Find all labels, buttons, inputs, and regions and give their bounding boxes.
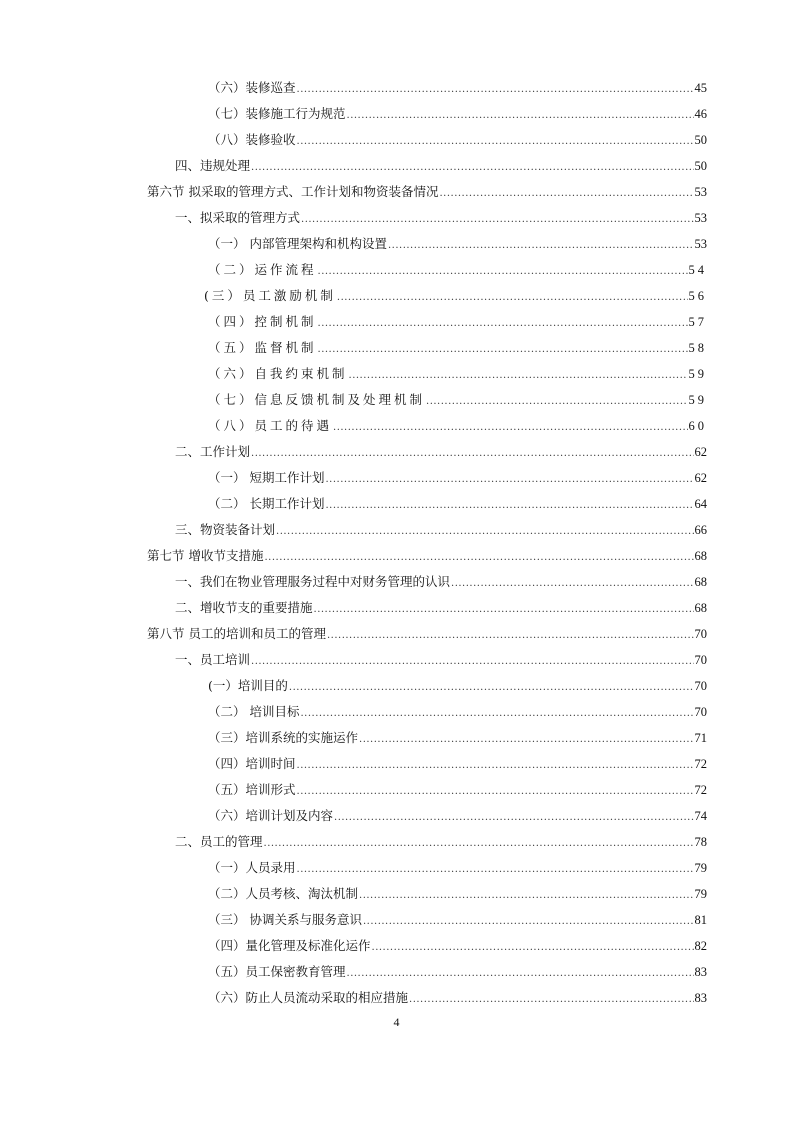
toc-entry[interactable] [208, 391, 707, 409]
toc-entry-title: （二） 培训目标 [208, 704, 300, 719]
toc-entry[interactable] [175, 573, 707, 591]
toc-entry-title: （六）防止人员流动采取的相应措施 [208, 990, 409, 1005]
dot-leader [334, 809, 693, 827]
toc-entry[interactable] [208, 677, 707, 695]
toc-entry-page: 57 [688, 315, 707, 329]
toc-entry-title: （六）培训计划及内容 [208, 808, 334, 823]
toc-entry-title: (一）培训目的 [208, 678, 288, 693]
toc-entry[interactable] [204, 287, 707, 305]
dot-leader [347, 965, 694, 983]
dot-leader [297, 757, 694, 775]
toc-entry[interactable] [208, 885, 707, 903]
toc-entry-title: 二、员工的管理 [175, 834, 263, 849]
dot-leader [318, 341, 688, 359]
toc-entry-title: （八）装修验收 [208, 132, 296, 147]
dot-leader [300, 705, 693, 723]
toc-entry[interactable] [175, 599, 707, 617]
toc-entry-title: （一） 短期工作计划 [208, 470, 325, 485]
toc-entry-title: 一、拟采取的管理方式 [175, 210, 301, 225]
toc-entry-title: （二）人员考核、淘汰机制 [208, 886, 359, 901]
toc-entry-title: （三）培训系统的实施运作 [208, 730, 359, 745]
dot-leader [276, 523, 693, 541]
toc-entry-page: 59 [688, 367, 707, 381]
toc-entry-page: 82 [694, 939, 707, 953]
toc-entry-title: （五）培训形式 [208, 782, 296, 797]
dot-leader [451, 575, 693, 593]
dot-leader [409, 991, 693, 1009]
toc-entry[interactable] [175, 833, 707, 851]
toc-entry-page: 56 [688, 289, 707, 303]
dot-leader [301, 211, 693, 229]
toc-entry-title: 第七节 增收节支措施 [147, 548, 264, 563]
toc-entry-page: 58 [688, 341, 707, 355]
toc-entry-title: 三、物资装备计划 [175, 522, 276, 537]
dot-leader [264, 835, 694, 853]
toc-entry-page: 53 [694, 211, 707, 225]
toc-entry[interactable] [208, 859, 707, 877]
toc-entry[interactable] [208, 417, 707, 435]
toc-entry-page: 62 [694, 471, 707, 485]
toc-entry-page: 72 [694, 783, 707, 797]
toc-entry-page: 60 [688, 419, 707, 433]
toc-entry[interactable] [175, 443, 707, 461]
dot-leader [426, 393, 687, 411]
toc-entry[interactable] [208, 469, 707, 487]
dot-leader [251, 445, 693, 463]
toc-entry-page: 79 [694, 861, 707, 875]
dot-leader [349, 367, 688, 385]
dot-leader [347, 107, 694, 125]
toc-entry[interactable] [147, 183, 707, 201]
dot-leader [325, 471, 693, 489]
toc-entry-title: （五）监督机制 [208, 340, 317, 355]
toc-entry[interactable] [208, 755, 707, 773]
toc-entry-title: （一） 内部管理架构和机构设置 [208, 236, 387, 251]
dot-leader [251, 159, 693, 177]
toc-entry-title: （七）信息反馈机制及处理机制 [208, 392, 426, 407]
toc-entry-title: 一、我们在物业管理服务过程中对财务管理的认识 [175, 574, 451, 589]
toc-entry-page: 79 [694, 887, 707, 901]
toc-entry-page: 71 [694, 731, 707, 745]
dot-leader [325, 497, 693, 515]
toc-entry-page: 46 [694, 107, 707, 121]
toc-entry[interactable] [208, 937, 707, 955]
toc-entry-page: 68 [694, 575, 707, 589]
dot-leader [264, 549, 693, 567]
toc-entry-title: 第六节 拟采取的管理方式、工作计划和物资装备情况 [147, 184, 439, 199]
toc-entry-page: 45 [694, 81, 707, 95]
toc-entry[interactable] [175, 157, 707, 175]
toc-entry[interactable] [175, 209, 707, 227]
dot-leader [359, 731, 693, 749]
dot-leader [251, 653, 693, 671]
dot-leader [363, 913, 694, 931]
toc-entry-page: 70 [694, 705, 707, 719]
toc-entry-page: 78 [694, 835, 707, 849]
toc-entry[interactable] [208, 911, 707, 929]
toc-entry[interactable] [208, 703, 707, 721]
toc-entry-page: 72 [694, 757, 707, 771]
toc-entry-page: 70 [694, 653, 707, 667]
dot-leader [327, 627, 694, 645]
toc-entry[interactable] [208, 313, 707, 331]
toc-entry-title: （一）人员录用 [208, 860, 296, 875]
toc-entry-page: 53 [694, 185, 707, 199]
toc-entry-page: 54 [688, 263, 707, 277]
dot-leader [439, 185, 693, 203]
toc-entry-page: 68 [694, 549, 707, 563]
dot-leader [372, 939, 694, 957]
toc-entry-page: 62 [694, 445, 707, 459]
toc-entry[interactable] [208, 339, 707, 357]
dot-leader [289, 679, 694, 697]
toc-entry[interactable] [208, 495, 707, 513]
toc-entry-page: 59 [688, 393, 707, 407]
toc-entry-title: 四、违规处理 [175, 158, 251, 173]
toc-entry-title: （四）培训时间 [208, 756, 296, 771]
toc-entry[interactable] [208, 235, 707, 253]
toc-entry-title: （七）装修施工行为规范 [208, 106, 346, 121]
toc-entry-title: （五）员工保密教育管理 [208, 964, 346, 979]
toc-entry-page: 66 [694, 523, 707, 537]
toc-entry[interactable] [208, 365, 707, 383]
toc-entry-title: 二、工作计划 [175, 444, 251, 459]
toc-entry[interactable] [147, 625, 707, 643]
toc-entry-title: （四）控制机制 [208, 314, 317, 329]
toc-entry-page: 70 [694, 679, 707, 693]
dot-leader [297, 783, 694, 801]
dot-leader [359, 887, 693, 905]
toc-entry[interactable] [208, 131, 707, 149]
toc-entry-page: 83 [694, 965, 707, 979]
page-number: 4 [393, 1015, 400, 1029]
toc-entry-title: （八）员工的待遇 [208, 418, 333, 433]
toc-entry[interactable] [208, 963, 707, 981]
dot-leader [318, 263, 688, 281]
toc-entry[interactable] [208, 729, 707, 747]
toc-entry[interactable] [208, 989, 707, 1007]
dot-leader [318, 315, 688, 333]
toc-entry-page: 74 [694, 809, 707, 823]
dot-leader [297, 861, 694, 879]
toc-entry-title: 第八节 员工的培训和员工的管理 [147, 626, 326, 641]
toc-entry[interactable] [175, 651, 707, 669]
dot-leader [297, 81, 694, 99]
toc-entry-title: （六）装修巡查 [208, 80, 296, 95]
dot-leader [333, 419, 687, 437]
toc-entry[interactable] [208, 105, 707, 123]
toc-entry-page: 64 [694, 497, 707, 511]
toc-entry-title: （二）运作流程 [208, 262, 317, 277]
toc-entry-page: 50 [694, 133, 707, 147]
dot-leader [297, 133, 694, 151]
toc-entry[interactable] [175, 521, 707, 539]
toc-entry-page: 68 [694, 601, 707, 615]
toc-entry-title: （二） 长期工作计划 [208, 496, 325, 511]
toc-entry[interactable] [147, 547, 707, 565]
dot-leader [388, 237, 694, 255]
toc-entry-title: 二、增收节支的重要措施 [175, 600, 313, 615]
toc-entry-page: 83 [694, 991, 707, 1005]
toc-entry-title: （三） 协调关系与服务意识 [208, 912, 362, 927]
toc-entry[interactable] [208, 807, 707, 825]
toc-entry[interactable] [208, 261, 707, 279]
toc-entry-page: 70 [694, 627, 707, 641]
toc-entry-title: (三）员工激励机制 [204, 288, 336, 303]
toc-entry-title: 一、员工培训 [175, 652, 251, 667]
toc-entry-page: 50 [694, 159, 707, 173]
toc-entry-page: 53 [694, 237, 707, 251]
toc-entry[interactable] [208, 79, 707, 97]
toc-entry-title: （六）自我约束机制 [208, 366, 348, 381]
toc-entry-page: 81 [694, 913, 707, 927]
dot-leader [337, 289, 688, 307]
toc-entry[interactable] [208, 781, 707, 799]
dot-leader [314, 601, 694, 619]
toc-entry-title: （四）量化管理及标准化运作 [208, 938, 371, 953]
